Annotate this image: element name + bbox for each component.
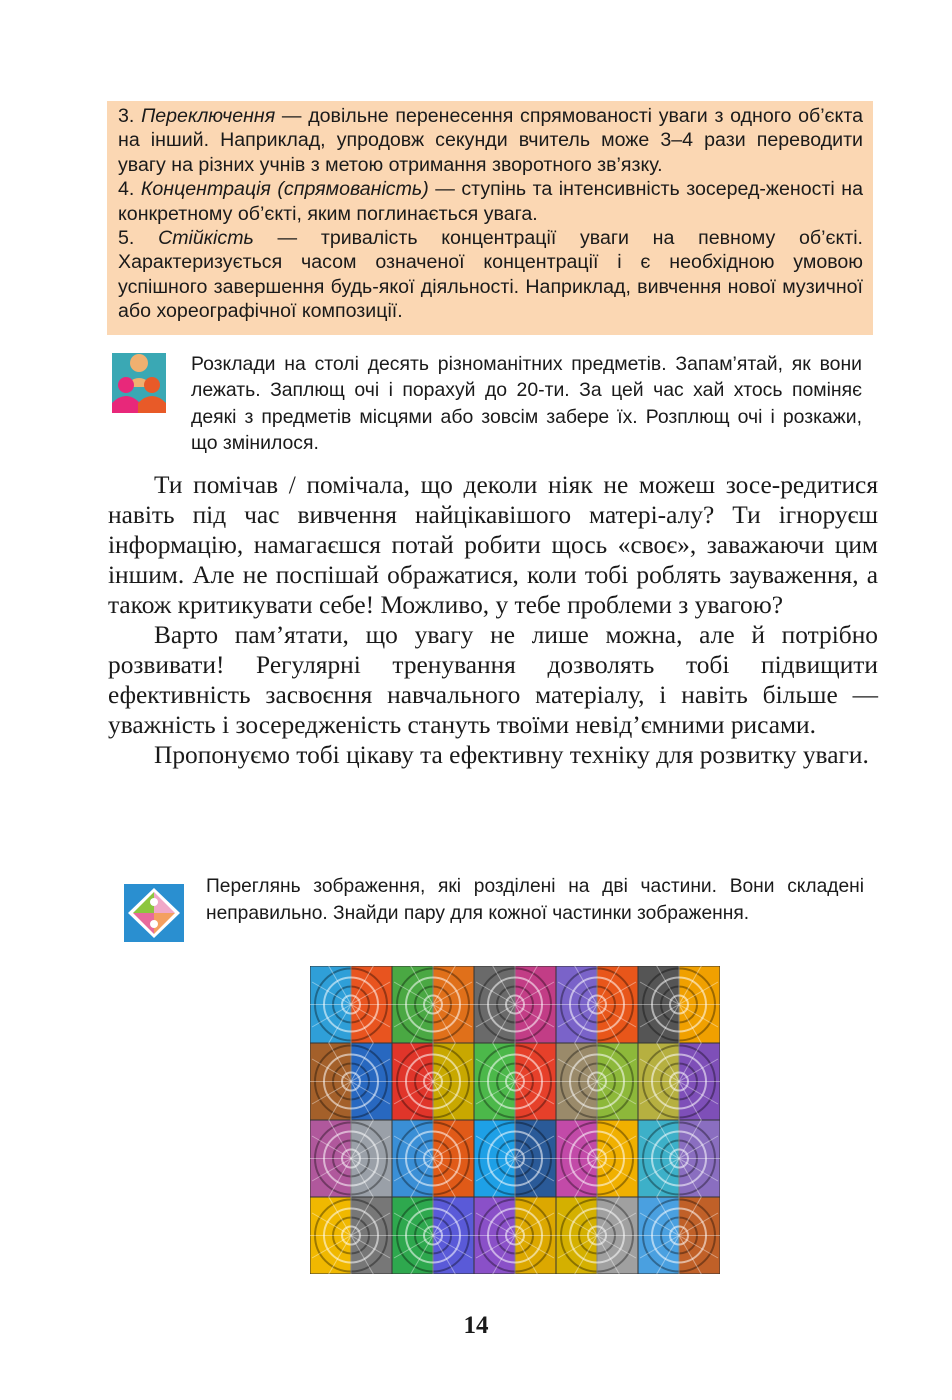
group-people-icon <box>112 353 166 413</box>
term-stability: Стійкість <box>158 227 254 250</box>
task-puzzle-text: Переглянь зображення, які розділені на дві частини. Вони складені неправильно. Знайди пару для кожної частинки зображення. <box>206 876 864 924</box>
paragraph-2: Варто пам’ятати, що увагу не лише можна, але й потрібно розвивати! Регулярні тренування дозволять тобі підвищити ефективність засвоєння навчального матеріалу, і навіть більше — уважність і зосередженість стануть твоїми невід’ємними рисами. <box>108 621 878 739</box>
body-text <box>108 470 878 770</box>
paragraph-1: Ти помічав / помічала, що деколи ніяк не можеш зосе-редитися навіть під час вивчення найцікавішого матері-алу? Ти ігноруєш інформацію, намагаєшся потай робити щось «своє», заважаючи цим іншим. Але не поспішай ображатися, коли тобі роблять зауваження, а також критикувати себе! Можливо, у тебе проблеми з увагою? <box>108 471 878 619</box>
info-item-4: 4. Концентрація (спрямованість) — ступінь та інтенсивність зосеред-женості на конкретному об’єкті, яким поглинається увага. <box>118 178 863 225</box>
puzzle-icon <box>124 884 184 942</box>
term-concentration: Концентрація (спрямованість) <box>140 178 429 201</box>
page-number: 14 <box>463 1312 489 1339</box>
kaleidoscope-mosaic-image <box>310 966 720 1274</box>
info-box <box>107 101 873 335</box>
paragraph-3: Пропонуємо тобі цікаву та ефективну техніку для розвитку уваги. <box>154 741 869 769</box>
info-item-3: 3. Переключення — довільне перенесення спрямованості уваги з одного об’єкта на інший. Наприклад, упродовж секунди вчитель може 3–4 рази переводити увагу на різних учнів з метою отримання зворотного зв’язку. <box>118 105 863 176</box>
task-group-text: Розклади на столі десять різноманітних предметів. Запам’ятай, як вони лежать. Заплющ очі і порахуй до 20-ти. За цей час хай хтось поміняє деякі з предметів місцями або зовсім забере їх. Розплющ очі і розкажи, що змінилося. <box>191 353 862 454</box>
info-item-5: 5. Стійкість — тривалість концентрації уваги на певному об’єкті. Характеризується часом означеної концентрації і є необхідною умовою успішного завершення будь-якої діяльності. Наприклад, вивчення нової музичної або хореографічної композиції. <box>118 227 864 323</box>
term-switching: Переключення <box>141 105 276 127</box>
